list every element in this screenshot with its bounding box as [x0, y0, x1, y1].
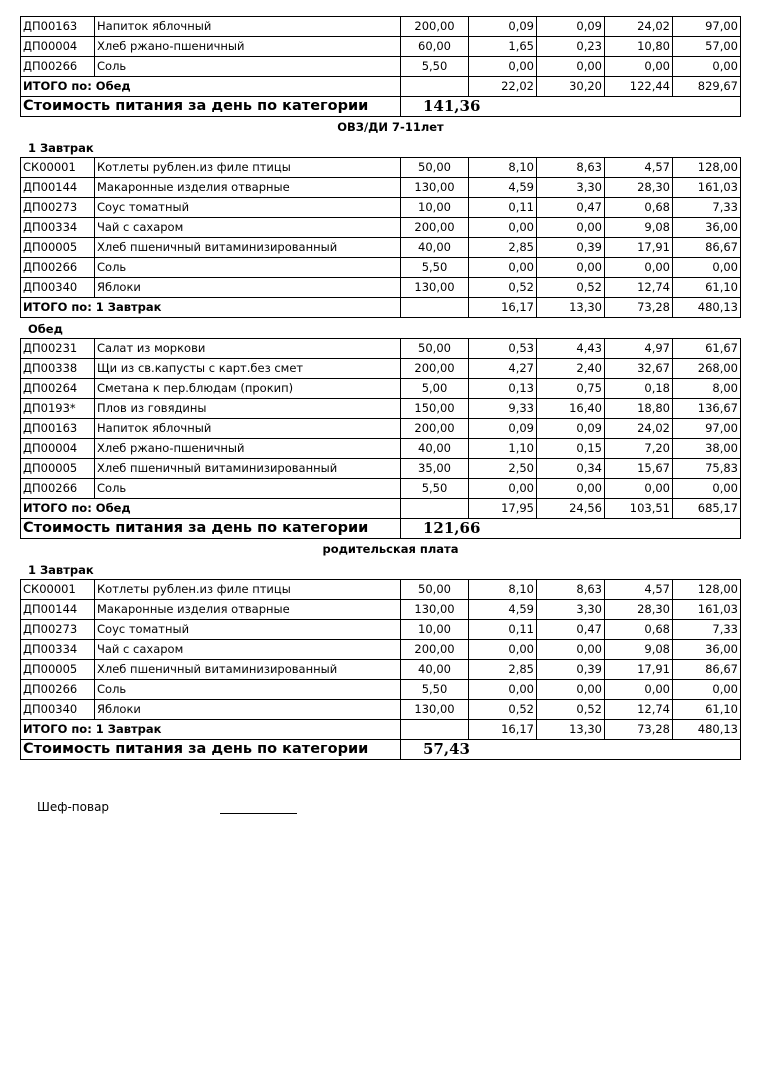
- dish-name: Соус томатный: [95, 620, 401, 640]
- cost-row: [21, 519, 741, 539]
- meal-title: 1 Завтрак: [28, 141, 94, 155]
- dish-carbs: 0,00: [605, 57, 673, 77]
- category-title: родительская плата: [322, 542, 459, 556]
- cost-row: [21, 740, 741, 760]
- dish-carbs: 4,97: [605, 339, 673, 359]
- dish-kcal: 0,00: [673, 258, 741, 278]
- dish-output: 40,00: [401, 439, 469, 459]
- dish-name: Щи из св.капусты с карт.без смет: [95, 359, 401, 379]
- dish-protein: 0,00: [469, 479, 537, 499]
- meal-title: 1 Завтрак: [28, 563, 94, 577]
- dish-name: Котлеты рублен.из филе птицы: [95, 158, 401, 178]
- dish-protein: 2,50: [469, 459, 537, 479]
- dish-kcal: 38,00: [673, 439, 741, 459]
- dish-name: Хлеб ржано-пшеничный: [95, 37, 401, 57]
- dish-kcal: 268,00: [673, 359, 741, 379]
- cost-value: 121,66: [401, 519, 741, 539]
- dish-protein: 0,00: [469, 258, 537, 278]
- table-row: [21, 17, 741, 37]
- dish-code: ДП00231: [21, 339, 95, 359]
- dish-code: ДП00266: [21, 479, 95, 499]
- dish-kcal: 61,10: [673, 278, 741, 298]
- dish-fat: 0,23: [537, 37, 605, 57]
- dish-code: СК00001: [21, 580, 95, 600]
- total-label: ИТОГО по: 1 Завтрак: [21, 298, 401, 318]
- dish-code: ДП00334: [21, 218, 95, 238]
- total-kcal: 829,67: [673, 77, 741, 97]
- cost-label: Стоимость питания за день по категории: [21, 519, 401, 539]
- dish-output: 5,50: [401, 680, 469, 700]
- dish-code: ДП00334: [21, 640, 95, 660]
- dish-code: ДП00144: [21, 600, 95, 620]
- table-row: [21, 680, 741, 700]
- dish-carbs: 9,08: [605, 640, 673, 660]
- table-row: [21, 57, 741, 77]
- dish-protein: 0,11: [469, 198, 537, 218]
- table-row: [21, 439, 741, 459]
- total-row: [21, 298, 741, 318]
- dish-kcal: 0,00: [673, 479, 741, 499]
- total-row: [21, 499, 741, 519]
- dish-carbs: 9,08: [605, 218, 673, 238]
- dish-kcal: 7,33: [673, 198, 741, 218]
- dish-name: Хлеб пшеничный витаминизированный: [95, 660, 401, 680]
- dish-output: 50,00: [401, 580, 469, 600]
- dish-carbs: 28,30: [605, 178, 673, 198]
- total-row: [21, 77, 741, 97]
- dish-name: Хлеб пшеничный витаминизированный: [95, 459, 401, 479]
- dish-protein: 0,52: [469, 278, 537, 298]
- dish-name: Яблоки: [95, 700, 401, 720]
- cost-label: Стоимость питания за день по категории: [21, 740, 401, 760]
- dish-fat: 0,34: [537, 459, 605, 479]
- dish-name: Макаронные изделия отварные: [95, 600, 401, 620]
- dish-kcal: 7,33: [673, 620, 741, 640]
- dish-carbs: 0,00: [605, 479, 673, 499]
- dish-protein: 0,00: [469, 57, 537, 77]
- dish-carbs: 12,74: [605, 700, 673, 720]
- signature-line: [220, 813, 297, 814]
- dish-output: 5,50: [401, 258, 469, 278]
- table-row: [21, 479, 741, 499]
- dish-fat: 0,15: [537, 439, 605, 459]
- dish-output: 130,00: [401, 178, 469, 198]
- total-carbs: 73,28: [605, 720, 673, 740]
- dish-code: ДП00340: [21, 700, 95, 720]
- dish-kcal: 97,00: [673, 17, 741, 37]
- total-carbs: 103,51: [605, 499, 673, 519]
- table-row: [21, 339, 741, 359]
- dish-code: ДП00340: [21, 278, 95, 298]
- dish-protein: 8,10: [469, 580, 537, 600]
- dish-protein: 0,53: [469, 339, 537, 359]
- total-fat: 13,30: [537, 298, 605, 318]
- dish-output: 130,00: [401, 600, 469, 620]
- dish-fat: 0,00: [537, 479, 605, 499]
- dish-code: ДП00266: [21, 57, 95, 77]
- dish-kcal: 128,00: [673, 158, 741, 178]
- dish-code: ДП0193*: [21, 399, 95, 419]
- table-row: [21, 600, 741, 620]
- dish-output: 50,00: [401, 158, 469, 178]
- dish-carbs: 24,02: [605, 17, 673, 37]
- dish-name: Напиток яблочный: [95, 419, 401, 439]
- dish-fat: 0,75: [537, 379, 605, 399]
- dish-output: 200,00: [401, 17, 469, 37]
- dish-fat: 4,43: [537, 339, 605, 359]
- dish-fat: 0,09: [537, 419, 605, 439]
- dish-code: ДП00273: [21, 198, 95, 218]
- dish-protein: 0,00: [469, 218, 537, 238]
- dish-fat: 8,63: [537, 580, 605, 600]
- dish-output: 40,00: [401, 660, 469, 680]
- dish-fat: 0,00: [537, 680, 605, 700]
- category-title: ОВЗ/ДИ 7-11лет: [337, 120, 444, 134]
- dish-protein: 4,27: [469, 359, 537, 379]
- table-row: [21, 700, 741, 720]
- dish-code: ДП00005: [21, 459, 95, 479]
- dish-output: 50,00: [401, 339, 469, 359]
- dish-name: Соль: [95, 57, 401, 77]
- dish-carbs: 24,02: [605, 419, 673, 439]
- dish-protein: 0,09: [469, 419, 537, 439]
- dish-code: ДП00266: [21, 680, 95, 700]
- dish-fat: 0,52: [537, 700, 605, 720]
- dish-fat: 0,39: [537, 238, 605, 258]
- table-row: [21, 620, 741, 640]
- total-fat: 30,20: [537, 77, 605, 97]
- dish-output: 10,00: [401, 198, 469, 218]
- dish-name: Чай с сахаром: [95, 640, 401, 660]
- dish-protein: 0,11: [469, 620, 537, 640]
- dish-code: ДП00004: [21, 439, 95, 459]
- meal-table: [20, 579, 741, 760]
- cost-value: 141,36: [401, 97, 741, 117]
- total-carbs: 73,28: [605, 298, 673, 318]
- dish-name: Чай с сахаром: [95, 218, 401, 238]
- dish-output: 40,00: [401, 238, 469, 258]
- dish-protein: 0,13: [469, 379, 537, 399]
- dish-carbs: 0,18: [605, 379, 673, 399]
- table-row: [21, 158, 741, 178]
- dish-carbs: 28,30: [605, 600, 673, 620]
- dish-output: 130,00: [401, 278, 469, 298]
- dish-name: Котлеты рублен.из филе птицы: [95, 580, 401, 600]
- dish-protein: 1,65: [469, 37, 537, 57]
- total-protein: 22,02: [469, 77, 537, 97]
- signature-label: Шеф-повар: [37, 800, 110, 814]
- table-row: [21, 419, 741, 439]
- dish-output: 200,00: [401, 359, 469, 379]
- total-output: [401, 298, 469, 318]
- total-label: ИТОГО по: Обед: [21, 77, 401, 97]
- dish-kcal: 61,67: [673, 339, 741, 359]
- dish-fat: 0,00: [537, 218, 605, 238]
- dish-protein: 0,09: [469, 17, 537, 37]
- dish-kcal: 97,00: [673, 419, 741, 439]
- table-row: [21, 198, 741, 218]
- dish-protein: 0,52: [469, 700, 537, 720]
- total-fat: 13,30: [537, 720, 605, 740]
- total-protein: 16,17: [469, 298, 537, 318]
- dish-fat: 0,39: [537, 660, 605, 680]
- dish-carbs: 32,67: [605, 359, 673, 379]
- dish-name: Напиток яблочный: [95, 17, 401, 37]
- dish-carbs: 7,20: [605, 439, 673, 459]
- dish-carbs: 0,00: [605, 680, 673, 700]
- meal-title: Обед: [28, 322, 63, 336]
- dish-output: 5,00: [401, 379, 469, 399]
- table-row: [21, 359, 741, 379]
- dish-name: Яблоки: [95, 278, 401, 298]
- dish-kcal: 161,03: [673, 178, 741, 198]
- dish-protein: 1,10: [469, 439, 537, 459]
- dish-kcal: 128,00: [673, 580, 741, 600]
- table-row: [21, 278, 741, 298]
- table-row: [21, 238, 741, 258]
- dish-name: Соль: [95, 258, 401, 278]
- dish-output: 200,00: [401, 419, 469, 439]
- dish-code: ДП00264: [21, 379, 95, 399]
- total-kcal: 480,13: [673, 720, 741, 740]
- total-label: ИТОГО по: Обед: [21, 499, 401, 519]
- table-row: [21, 218, 741, 238]
- dish-fat: 0,52: [537, 278, 605, 298]
- table-row: [21, 459, 741, 479]
- dish-fat: 0,00: [537, 258, 605, 278]
- dish-code: ДП00163: [21, 419, 95, 439]
- menu-report: [20, 16, 741, 760]
- dish-carbs: 17,91: [605, 660, 673, 680]
- dish-carbs: 18,80: [605, 399, 673, 419]
- dish-protein: 4,59: [469, 178, 537, 198]
- dish-carbs: 10,80: [605, 37, 673, 57]
- dish-output: 5,50: [401, 57, 469, 77]
- total-output: [401, 77, 469, 97]
- meal-table: [20, 338, 741, 539]
- dish-code: ДП00266: [21, 258, 95, 278]
- dish-fat: 0,47: [537, 198, 605, 218]
- meal-table: [20, 16, 741, 117]
- dish-output: 35,00: [401, 459, 469, 479]
- dish-output: 10,00: [401, 620, 469, 640]
- dish-carbs: 15,67: [605, 459, 673, 479]
- table-row: [21, 660, 741, 680]
- dish-output: 60,00: [401, 37, 469, 57]
- dish-kcal: 86,67: [673, 238, 741, 258]
- total-row: [21, 720, 741, 740]
- dish-code: ДП00163: [21, 17, 95, 37]
- total-label: ИТОГО по: 1 Завтрак: [21, 720, 401, 740]
- dish-carbs: 17,91: [605, 238, 673, 258]
- dish-kcal: 86,67: [673, 660, 741, 680]
- dish-name: Соль: [95, 479, 401, 499]
- dish-output: 150,00: [401, 399, 469, 419]
- dish-fat: 0,00: [537, 640, 605, 660]
- dish-fat: 0,47: [537, 620, 605, 640]
- dish-kcal: 0,00: [673, 57, 741, 77]
- meal-table: [20, 157, 741, 318]
- total-output: [401, 720, 469, 740]
- table-row: [21, 640, 741, 660]
- dish-fat: 16,40: [537, 399, 605, 419]
- dish-carbs: 0,68: [605, 620, 673, 640]
- dish-name: Плов из говядины: [95, 399, 401, 419]
- total-protein: 16,17: [469, 720, 537, 740]
- table-row: [21, 258, 741, 278]
- table-row: [21, 379, 741, 399]
- dish-fat: 3,30: [537, 600, 605, 620]
- dish-name: Сметана к пер.блюдам (прокип): [95, 379, 401, 399]
- dish-kcal: 75,83: [673, 459, 741, 479]
- dish-fat: 0,09: [537, 17, 605, 37]
- table-row: [21, 37, 741, 57]
- dish-carbs: 0,68: [605, 198, 673, 218]
- dish-code: ДП00004: [21, 37, 95, 57]
- dish-protein: 0,00: [469, 680, 537, 700]
- dish-output: 5,50: [401, 479, 469, 499]
- dish-output: 200,00: [401, 218, 469, 238]
- cost-label: Стоимость питания за день по категории: [21, 97, 401, 117]
- dish-code: ДП00273: [21, 620, 95, 640]
- dish-kcal: 161,03: [673, 600, 741, 620]
- dish-kcal: 61,10: [673, 700, 741, 720]
- dish-code: ДП00005: [21, 238, 95, 258]
- total-fat: 24,56: [537, 499, 605, 519]
- dish-fat: 8,63: [537, 158, 605, 178]
- total-kcal: 685,17: [673, 499, 741, 519]
- total-kcal: 480,13: [673, 298, 741, 318]
- total-protein: 17,95: [469, 499, 537, 519]
- table-row: [21, 399, 741, 419]
- dish-carbs: 4,57: [605, 158, 673, 178]
- dish-name: Соус томатный: [95, 198, 401, 218]
- dish-carbs: 12,74: [605, 278, 673, 298]
- cost-value: 57,43: [401, 740, 741, 760]
- dish-code: СК00001: [21, 158, 95, 178]
- dish-name: Хлеб ржано-пшеничный: [95, 439, 401, 459]
- dish-fat: 0,00: [537, 57, 605, 77]
- dish-kcal: 0,00: [673, 680, 741, 700]
- dish-code: ДП00005: [21, 660, 95, 680]
- cost-row: [21, 97, 741, 117]
- dish-code: ДП00338: [21, 359, 95, 379]
- dish-protein: 2,85: [469, 238, 537, 258]
- dish-protein: 0,00: [469, 640, 537, 660]
- dish-name: Хлеб пшеничный витаминизированный: [95, 238, 401, 258]
- dish-code: ДП00144: [21, 178, 95, 198]
- dish-kcal: 8,00: [673, 379, 741, 399]
- table-row: [21, 178, 741, 198]
- dish-output: 130,00: [401, 700, 469, 720]
- dish-protein: 8,10: [469, 158, 537, 178]
- dish-kcal: 136,67: [673, 399, 741, 419]
- dish-carbs: 0,00: [605, 258, 673, 278]
- dish-carbs: 4,57: [605, 580, 673, 600]
- dish-kcal: 57,00: [673, 37, 741, 57]
- total-carbs: 122,44: [605, 77, 673, 97]
- dish-fat: 2,40: [537, 359, 605, 379]
- table-row: [21, 580, 741, 600]
- dish-output: 200,00: [401, 640, 469, 660]
- dish-fat: 3,30: [537, 178, 605, 198]
- dish-kcal: 36,00: [673, 218, 741, 238]
- dish-name: Салат из моркови: [95, 339, 401, 359]
- total-output: [401, 499, 469, 519]
- dish-name: Макаронные изделия отварные: [95, 178, 401, 198]
- dish-protein: 4,59: [469, 600, 537, 620]
- dish-protein: 2,85: [469, 660, 537, 680]
- dish-name: Соль: [95, 680, 401, 700]
- dish-protein: 9,33: [469, 399, 537, 419]
- dish-kcal: 36,00: [673, 640, 741, 660]
